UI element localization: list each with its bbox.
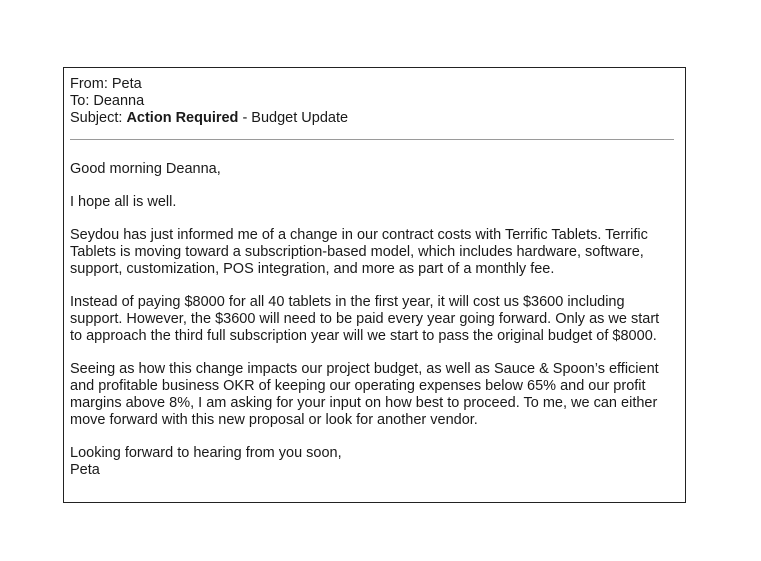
subject-text: - Budget Update [238,110,349,126]
header-divider [70,139,674,140]
to-value: Deanna [93,93,145,109]
to-label: To: [70,93,90,109]
closing-line: Looking forward to hearing from you soon, [70,445,342,461]
body-paragraph-1: I hope all is well. [70,194,177,210]
subject-emphasis: Action Required [126,110,239,126]
subject-line [70,110,674,127]
from-label: From: [70,76,108,92]
to-line [70,93,674,110]
body-paragraph-4: Seeing as how this change impacts our project budget, as well as Sauce & Spoon’s efficient and profitable business OKR of keeping our operating expenses below 65% and our profit margins above 8%, I am asking for your input on how best to proceed. To me, we can either move forward with this new proposal or look for another vendor. [70,361,659,428]
signature: Peta [70,462,100,478]
from-line [70,76,674,93]
greeting: Good morning Deanna, [70,161,221,177]
from-value: Peta [111,76,142,92]
body-paragraph-2: Seydou has just informed me of a change in our contract costs with Terrific Tablets. Terrific Tablets is moving toward a subscription-based model, which includes hardware, software, support, customization, POS integration, and more as part of a monthly fee. [70,227,648,277]
body-paragraph-3: Instead of paying $8000 for all 40 tablets in the first year, it will cost us $3600 including support. However, the $3600 will need to be paid every year going forward. Only as we start to approach the third full subscription year will we start to pass the original budget of $8000. [70,294,660,344]
email-card [63,67,686,503]
subject-label: Subject: [70,110,123,126]
